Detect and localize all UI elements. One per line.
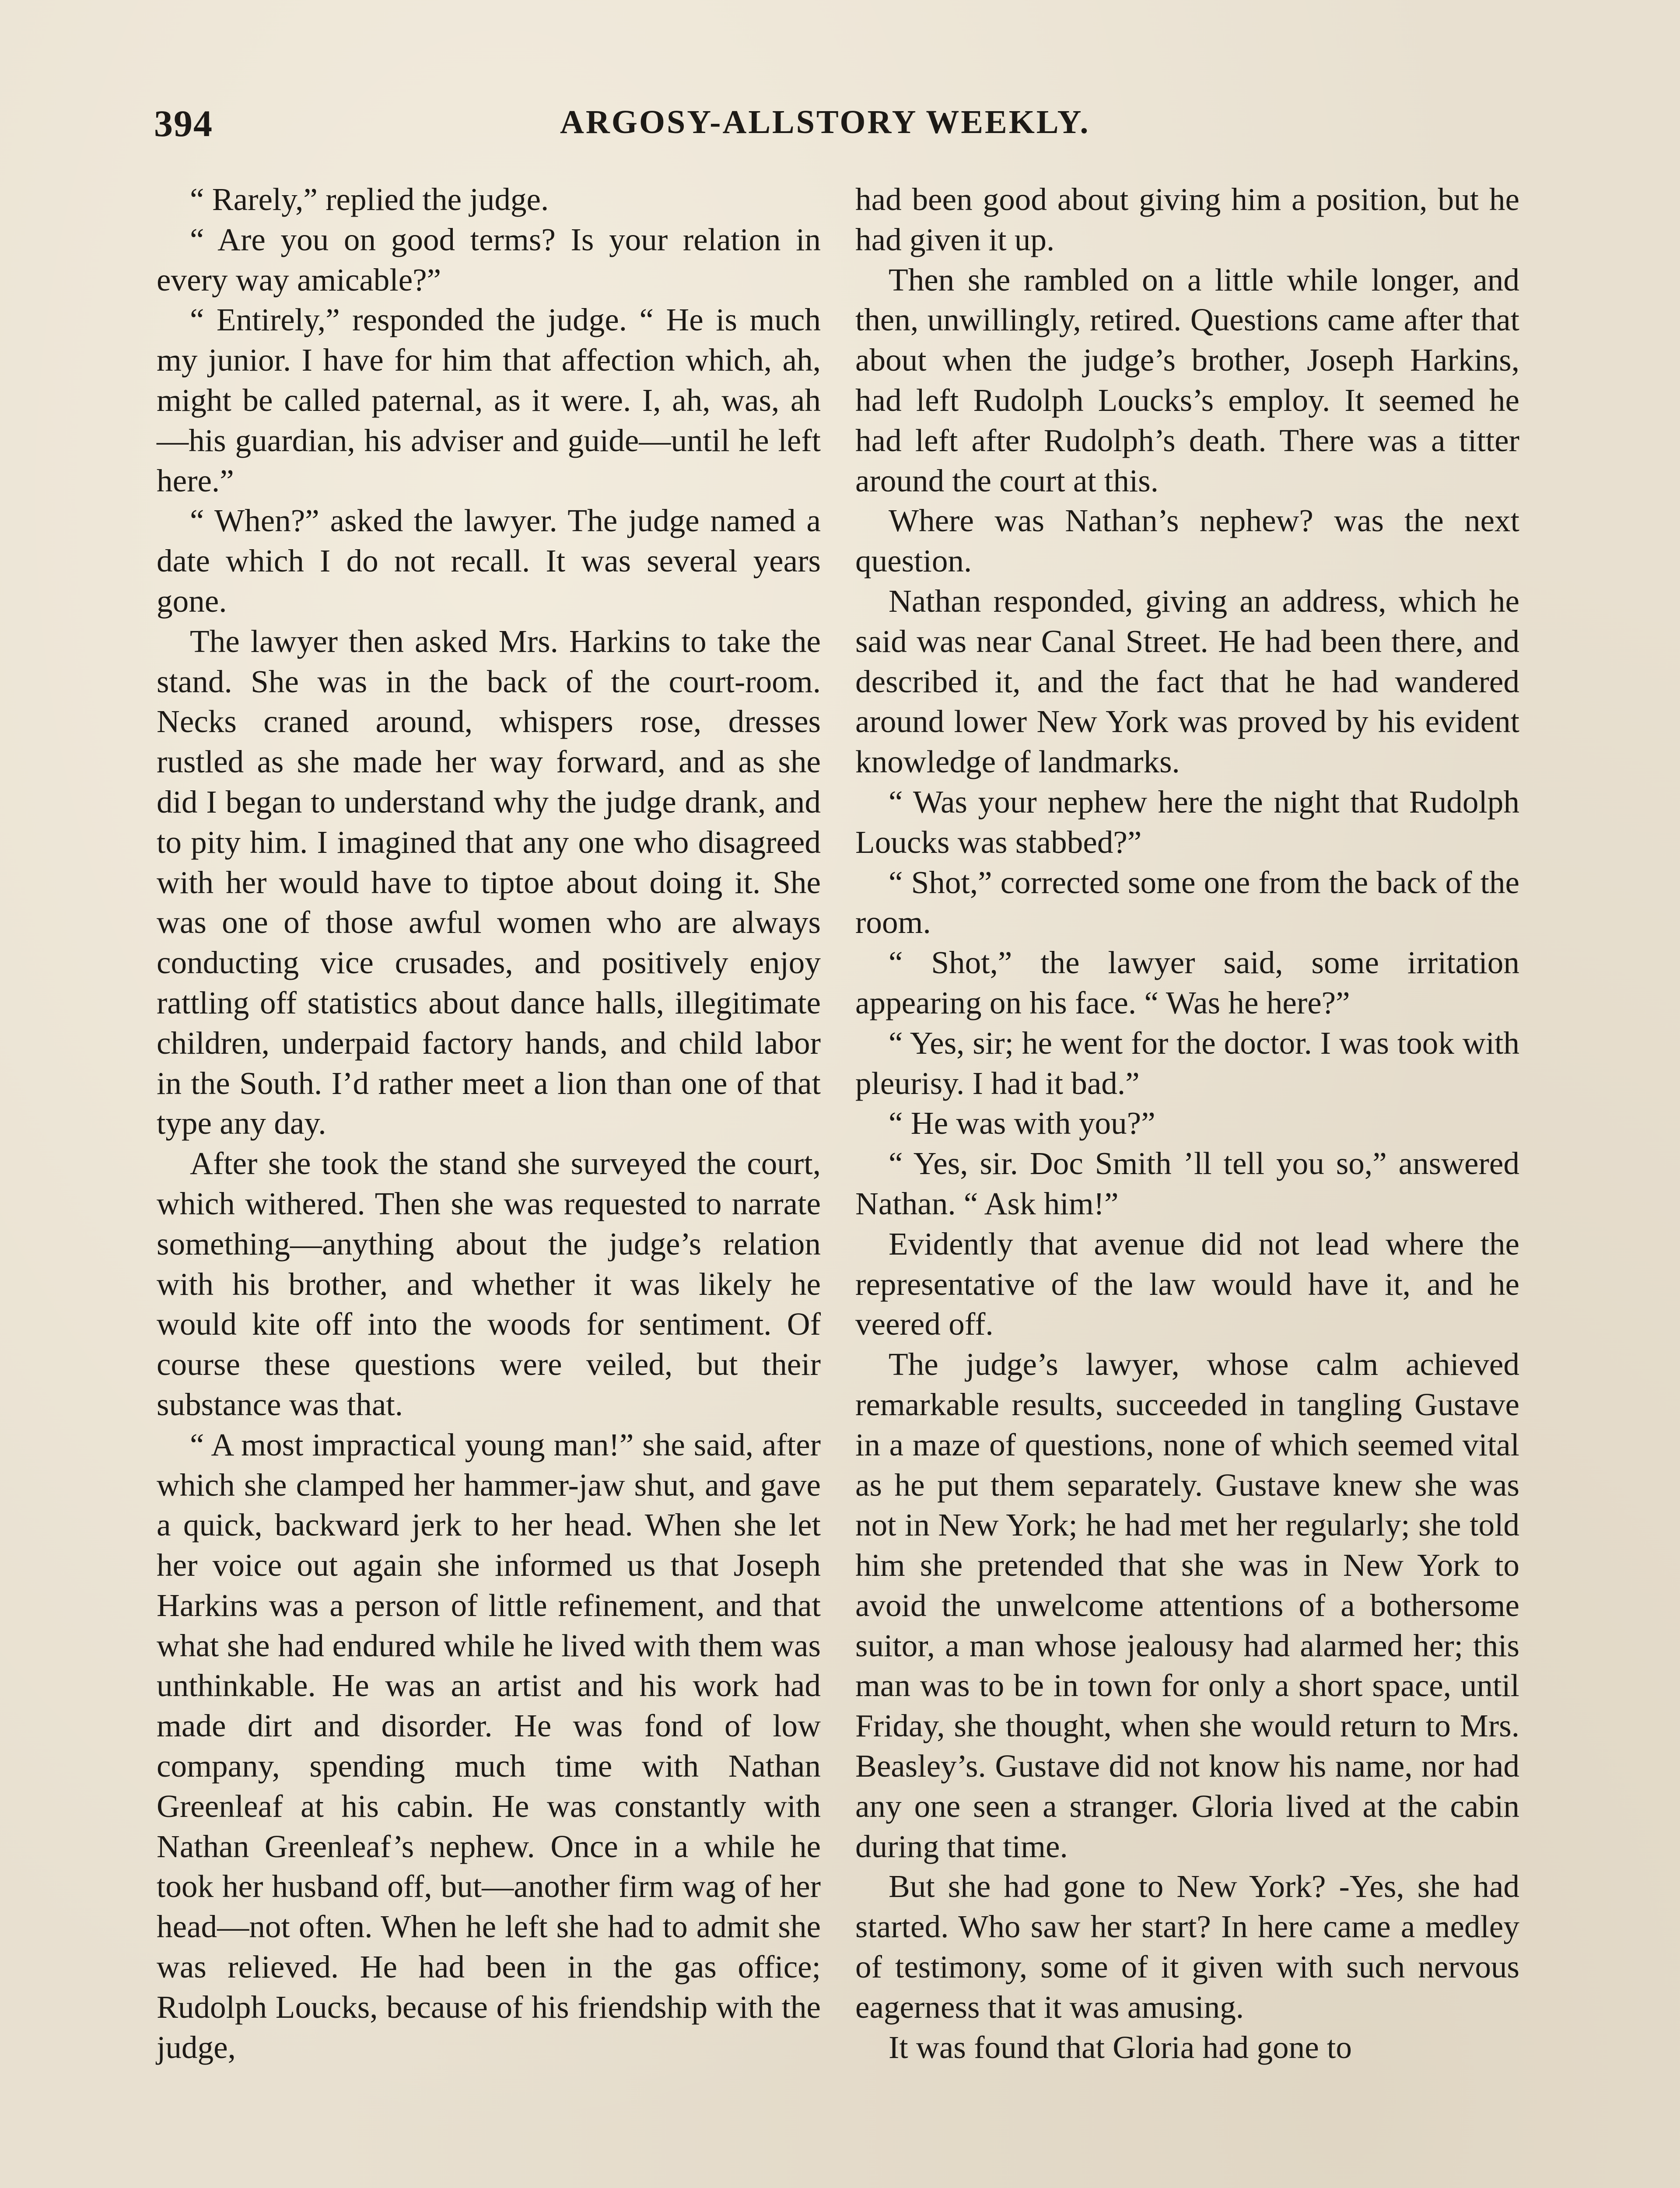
paragraph: “ Was your nephew here the night that Rudolph Loucks was stabbed?” <box>855 784 1519 860</box>
paragraph: Nathan responded, giving an address, which he said was near Canal Street. He had been there, and described it, and the fact that he had wandered around lower New York was proved by his evident knowledge of landmarks. <box>855 583 1519 780</box>
paragraph: The judge’s lawyer, whose calm achieved remarkable results, succeeded in tangling Gustave in a maze of questions, none of which seemed vital as he put them separately. Gustave knew she was not in New York; he had met her regularly; she told him she pretended that she was in New York to avoid the unwelcome attentions of a bothersome suitor, a man whose jealousy had alarmed her; this man was to be in town for only a short space, until Friday, she thought, when she would return to Mrs. Beasley’s. Gustave did not know his name, nor had any one seen a stranger. Gloria lived at the cabin during that time. <box>855 1346 1519 1864</box>
page-number: 394 <box>154 102 213 144</box>
paragraph: “ A most impractical young man!” she said, after which she clamped her hammer-jaw shut, and gave a quick, backward jerk to her head. When she let her voice out again she informed us that Joseph Harkins was a person of little refinement, and that what she had endured while he lived with them was unthinkable. He was an artist and his work had made dirt and disorder. He was fond of low company, spending much time with Nathan Greenleaf at his cabin. He was constantly with Nathan Greenleaf’s nephew. Once in a while he took her husband off, but—another firm wag of her head—not often. When he left she had to admit she was relieved. He had been in the gas office; Rudolph Loucks, because of his friendship with the judge, <box>157 1427 821 2065</box>
paragraph: “ Are you on good terms? Is your relation in every way amicable?” <box>157 221 821 298</box>
paragraph: “ Yes, sir. Doc Smith ’ll tell you so,” answered Nathan. “ Ask him!” <box>855 1146 1519 1221</box>
paragraph: Evidently that avenue did not lead where the representative of the law would have it, and he veered off. <box>855 1226 1519 1342</box>
paragraph: “ Rarely,” replied the judge. <box>190 182 549 217</box>
paragraph: “ Shot,” the lawyer said, some irritation appearing on his face. “ Was he here?” <box>855 945 1519 1020</box>
paragraph: But she had gone to New York? -Yes, she had started. Who saw her start? In here came a medley of testimony, some of it given with such nervous eagerness that it was amusing. <box>855 1869 1519 2025</box>
paragraph: “ He was with you?” <box>889 1105 1155 1141</box>
paragraph: It was found that Gloria had gone to <box>889 2029 1352 2065</box>
paragraph: “ Yes, sir; he went for the doctor. I was took with pleurisy. I had it bad.” <box>855 1025 1519 1101</box>
paragraph: Where was Nathan’s nephew? was the next question. <box>855 503 1519 579</box>
paragraph: “ Shot,” corrected some one from the back of the room. <box>855 864 1519 940</box>
left-column <box>157 179 821 2067</box>
paragraph-continued: had been good about giving him a position, but he had given it up. <box>855 182 1519 257</box>
paragraph: The lawyer then asked Mrs. Harkins to take the stand. She was in the back of the court-room. Necks craned around, whispers rose, dresses rustled as she made her way forward, and as she did I began to understand why the judge drank, and to pity him. I imagined that any one who disagreed with her would have to tiptoe about doing it. She was one of those awful women who are always conducting vice crusades, and positively enjoy rattling off statistics about dance halls, illegitimate children, underpaid factory hands, and child labor in the South. I’d rather meet a lion than one of that type any day. <box>157 623 821 1141</box>
paragraph: “ Entirely,” responded the judge. “ He is much my junior. I have for him that affection which, ah, might be called paternal, as it were. I, ah, was, ah—his guardian, his adviser and guide—until he left here.” <box>157 302 821 498</box>
paragraph: “ When?” asked the lawyer. The judge named a date which I do not recall. It was several years gone. <box>157 503 821 619</box>
right-column <box>855 179 1519 2067</box>
running-head: ARGOSY-ALLSTORY WEEKLY. <box>560 104 1090 140</box>
paragraph: Then she rambled on a little while longer, and then, unwillingly, retired. Questions came after that about when the judge’s brother, Joseph Harkins, had left Rudolph Loucks’s employ. It seemed he had left after Rudolph’s death. There was a titter around the court at this. <box>855 262 1519 498</box>
paragraph: After she took the stand she surveyed the court, which withered. Then she was requested to narrate something—anything about the judge’s relation with his brother, and whether it was likely he would kite off into the woods for sentiment. Of course these questions were veiled, but their substance was that. <box>157 1146 821 1422</box>
